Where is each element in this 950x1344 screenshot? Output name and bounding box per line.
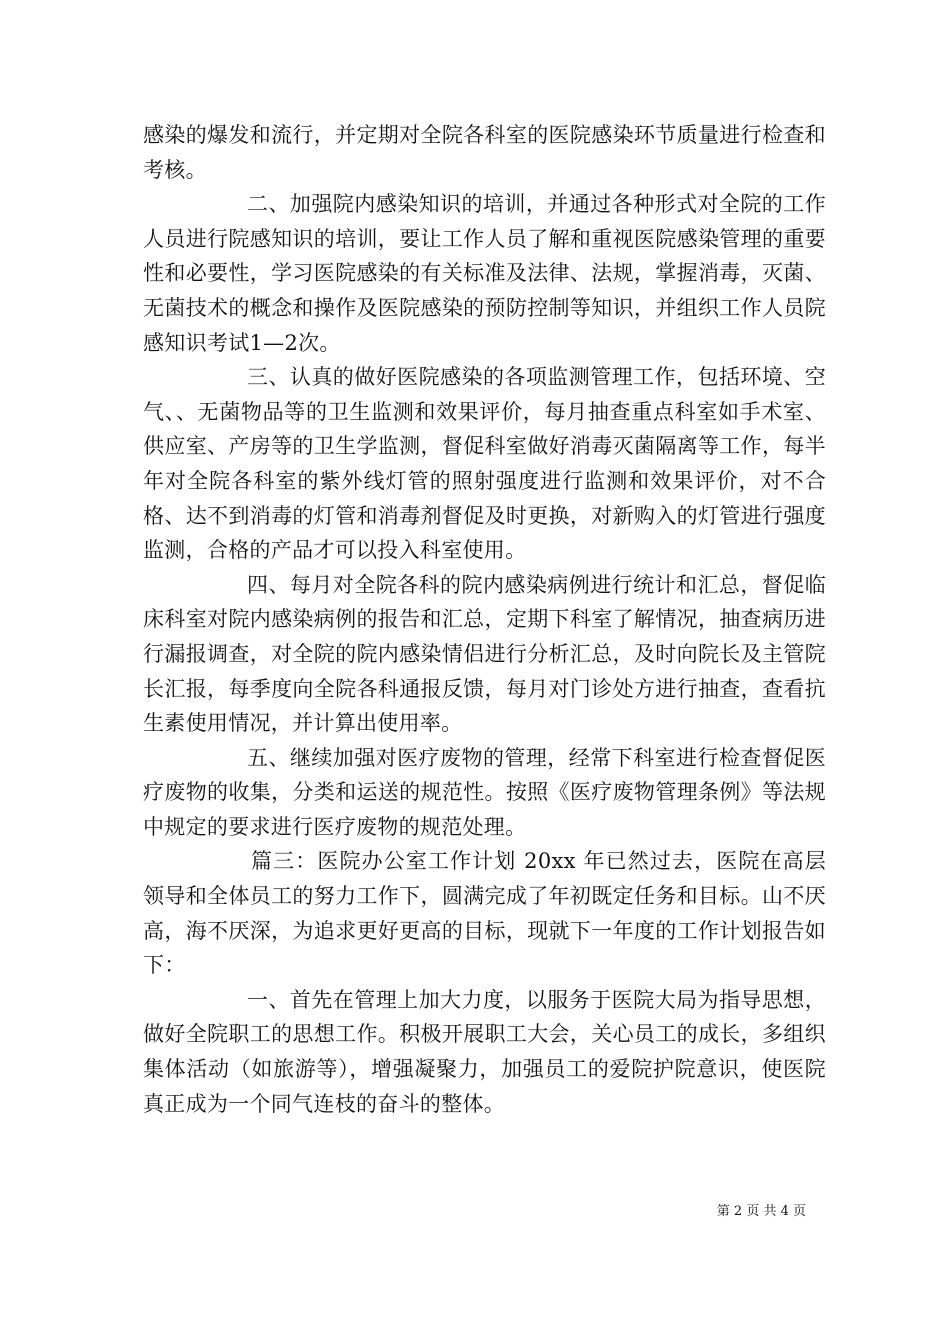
paragraph-2: 二、加强院内感染知识的培训，并通过各种形式对全院的工作人员进行院感知识的培训，要让工作人员了解和重视医院感染管理的重要性和必要性，学习医院感染的有关标准及法律、法规，掌握消毒，灭菌、无菌技术的概念和操作及医院感染的预防控制等知识，并组织工作人员院感知识考试1—2次。	[143, 192, 826, 355]
page-number: 第 2 页 共 4 页	[716, 1204, 806, 1219]
paragraph-1: 感染的爆发和流行，并定期对全院各科室的医院感染环节质量进行检查和考核。	[143, 123, 826, 182]
paragraph-6: 篇三：医院办公室工作计划 20xx 年已然过去，医院在高层领导和全体员工的努力工作下，圆满完成了年初既定任务和目标。山不厌高，海不厌深，为追求更好更高的目标，现就下一年度的工作计划报告如下：	[143, 849, 826, 978]
paragraph-7: 一、首先在管理上加大力度，以服务于医院大局为指导思想，做好全院职工的思想工作。积极开展职工大会，关心员工的成长，多组织集体活动（如旅游等），增强凝聚力，加强员工的爱院护院意识，使医院真正成为一个同气连枝的奋斗的整体。	[143, 987, 826, 1116]
document-body	[143, 118, 826, 1121]
paragraph-4: 四、每月对全院各科的院内感染病例进行统计和汇总，督促临床科室对院内感染病例的报告和汇总，定期下科室了解情况，抽查病历进行漏报调查，对全院的院内感染情侣进行分析汇总，及时向院长及主管院长汇报，每季度向全院各科通报反馈，每月对门诊处方进行抽查，查看抗生素使用情况，并计算出使用率。	[143, 572, 826, 736]
paragraph-5: 五、继续加强对医疗废物的管理，经常下科室进行检查督促医疗废物的收集，分类和运送的规范性。按照《医疗废物管理条例》等法规中规定的要求进行医疗废物的规范处理。	[143, 745, 826, 839]
paragraph-3: 三、认真的做好医院感染的各项监测管理工作，包括环境、空气、、无菌物品等的卫生监测和效果评价，每月抽查重点科室如手术室、供应室、产房等的卫生学监测，督促科室做好消毒灭菌隔离等工作，每半年对全院各科室的紫外线灯管的照射强度进行监测和效果评价，对不合格、达不到消毒的灯管和消毒剂督促及时更换，对新购入的灯管进行强度监测，合格的产品才可以投入科室使用。	[143, 365, 826, 563]
